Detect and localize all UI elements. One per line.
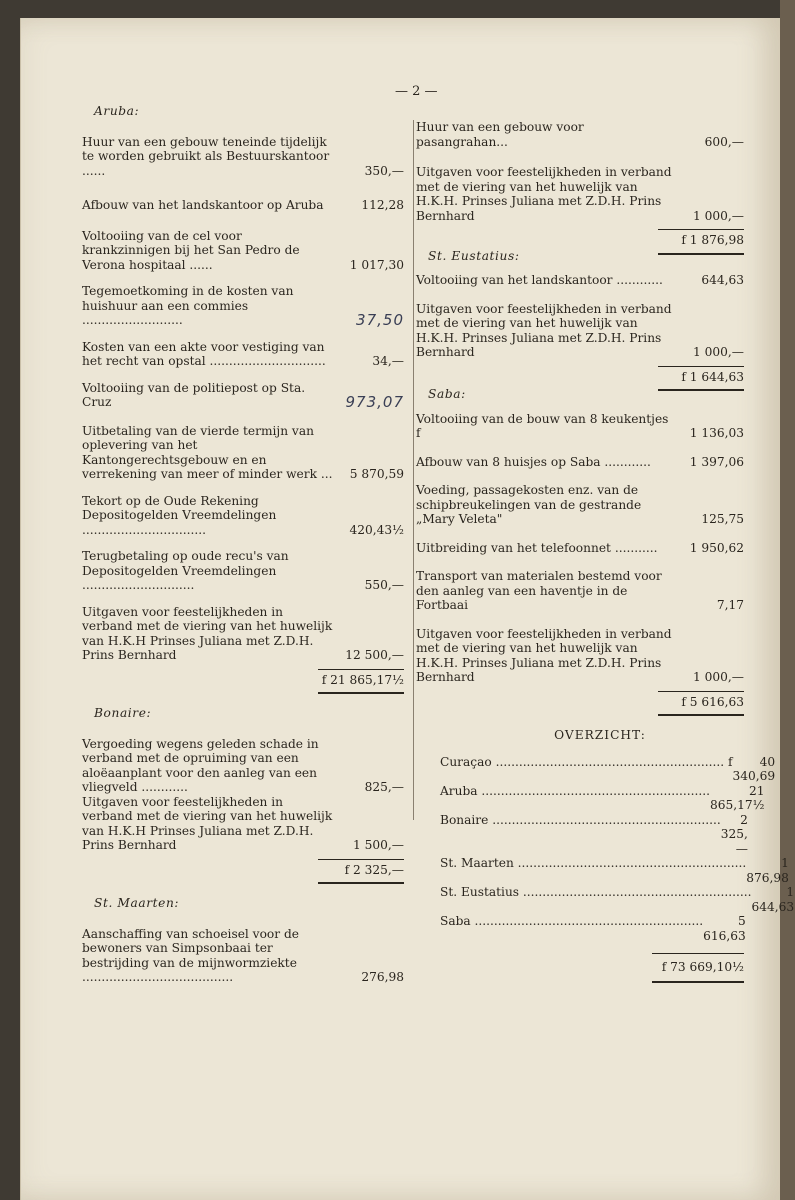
overzicht-total: f 73 669,10½ (416, 953, 744, 983)
section-title-st-maarten: St. Maarten: (94, 896, 180, 910)
overzicht-row: Curaçao ........................................................... f 40 340,69 (440, 754, 776, 783)
section-title-bonaire: Bonaire: (94, 706, 152, 720)
overzicht-row: St. Eustatius ........................................................... 1 644,63 (440, 885, 795, 914)
overzicht-row: St. Maarten ........................................................... 1 876,98 (440, 856, 789, 885)
section-title-saba: Saba: (428, 387, 466, 401)
saba-item: Voeding, passagekosten enz. van de schipbreukelingen van de gestrande „Mary Veleta" 125,75 (416, 483, 744, 526)
handwritten-amount: 973,07 (345, 393, 404, 411)
aruba-item: Kosten van een akte voor vestiging van het recht van opstal .............................. 34,— (82, 339, 404, 368)
overzicht-row: Bonaire ........................................................... 2 325,— (440, 812, 748, 856)
aruba-item: Afbouw van het landskantoor op Aruba 112,28 (82, 198, 404, 212)
handwritten-amount: 37,50 (356, 311, 404, 329)
st-maarten-item: Huur van een gebouw voor pasangrahan... 600,— (416, 120, 744, 149)
left-column (82, 100, 404, 997)
aruba-item: Tegemoetkoming in de kosten van huishuur aan een commies .......................... 37,50 (82, 284, 404, 329)
saba-item: Afbouw van 8 huisjes op Saba ............ 1 397,06 (416, 454, 744, 469)
st-maarten-total: f 1 876,98 (416, 229, 744, 255)
aruba-item: Tekort op de Oude Rekening Depositogelden Vreemdelingen ................................ 420,43½ (82, 493, 404, 537)
st-maarten-item: Aanschaffing van schoeisel voor de bewoners van Simpsonbaai ter bestrijding van de mijnwormziekte ....................................... 276,98 (82, 926, 404, 984)
bonaire-total: f 2 325,— (82, 859, 404, 885)
page-number: — 2 — (395, 84, 438, 99)
st-maarten-item: Uitgaven voor feestelijkheden in verband met de viering van het huwelijk van H.K.H. Prinses Juliana met Z.D.H. Prins Bernhard 1 000,— (416, 165, 744, 223)
section-title-st-eustatius: St. Eustatius: (428, 248, 520, 263)
column-divider (413, 120, 414, 820)
right-column (416, 120, 795, 983)
overzicht-title: OVERZICHT: (554, 728, 646, 742)
aruba-item: Voltooiing van de politiepost op Sta. Cruz 973,07 (82, 380, 404, 411)
saba-item: Voltooiing van de bouw van 8 keukentjes f 1 136,03 (416, 411, 744, 440)
bonaire-item: Vergoeding wegens geleden schade in verband met de opruiming van een aloëaanplant voor den aanleg van een vliegveld ............ 825,— (82, 736, 404, 794)
saba-item: Uitbreiding van het telefoonnet ........... 1 950,62 (416, 540, 744, 555)
aruba-item: Huur van een gebouw teneinde tijdelijk te worden gebruikt als Bestuurskantoor ...... 350,— (82, 134, 404, 178)
aruba-total: f 21 865,17½ (82, 669, 404, 695)
overzicht-row: Saba ........................................................... 5 616,63 (440, 914, 746, 943)
st-eustatius-total: f 1 644,63 (416, 366, 744, 392)
section-title-aruba: Aruba: (94, 104, 140, 118)
bonaire-item: Uitgaven voor feestelijkheden in verband met de viering van het huwelijk van H.K.H Prinses Juliana met Z.D.H. Prins Bernhard 1 500,— (82, 794, 404, 852)
aruba-item: Voltooiing van de cel voor krankzinnigen bij het San Pedro de Verona hospitaal ...... 1 017,30 (82, 228, 404, 272)
aruba-item: Terugbetaling op oude recu's van Depositogelden Vreemdelingen ............................. 550,— (82, 549, 404, 592)
aruba-item: Uitgaven voor feestelijkheden in verband met de viering van het huwelijk van H.K.H Prinses Juliana met Z.D.H. Prins Bernhard 12 500,— (82, 604, 404, 662)
saba-item: Transport van materialen bestemd voor den aanleg van een haventje in de Fortbaai 7,17 (416, 569, 744, 612)
st-eustatius-item: Uitgaven voor feestelijkheden in verband met de viering van het huwelijk van H.K.H. Prinses Juliana met Z.D.H. Prins Bernhard 1 000,— (416, 301, 744, 359)
overzicht-row: Aruba ........................................................... 21 865,17½ (440, 783, 765, 812)
saba-total: f 5 616,63 (416, 691, 744, 717)
st-eustatius-item: Voltooiing van het landskantoor ............ 644,63 (416, 273, 744, 287)
saba-item: Uitgaven voor feestelijkheden in verband met de viering van het huwelijk van H.K.H. Prinses Juliana met Z.D.H. Prins Bernhard 1 000,— (416, 626, 744, 684)
binding-strip (780, 0, 795, 1200)
aruba-item: Uitbetaling van de vierde termijn van oplevering van het Kantongerechtsgebouw en en verrekening van meer of minder werk ... 5 870,59 (82, 423, 404, 481)
